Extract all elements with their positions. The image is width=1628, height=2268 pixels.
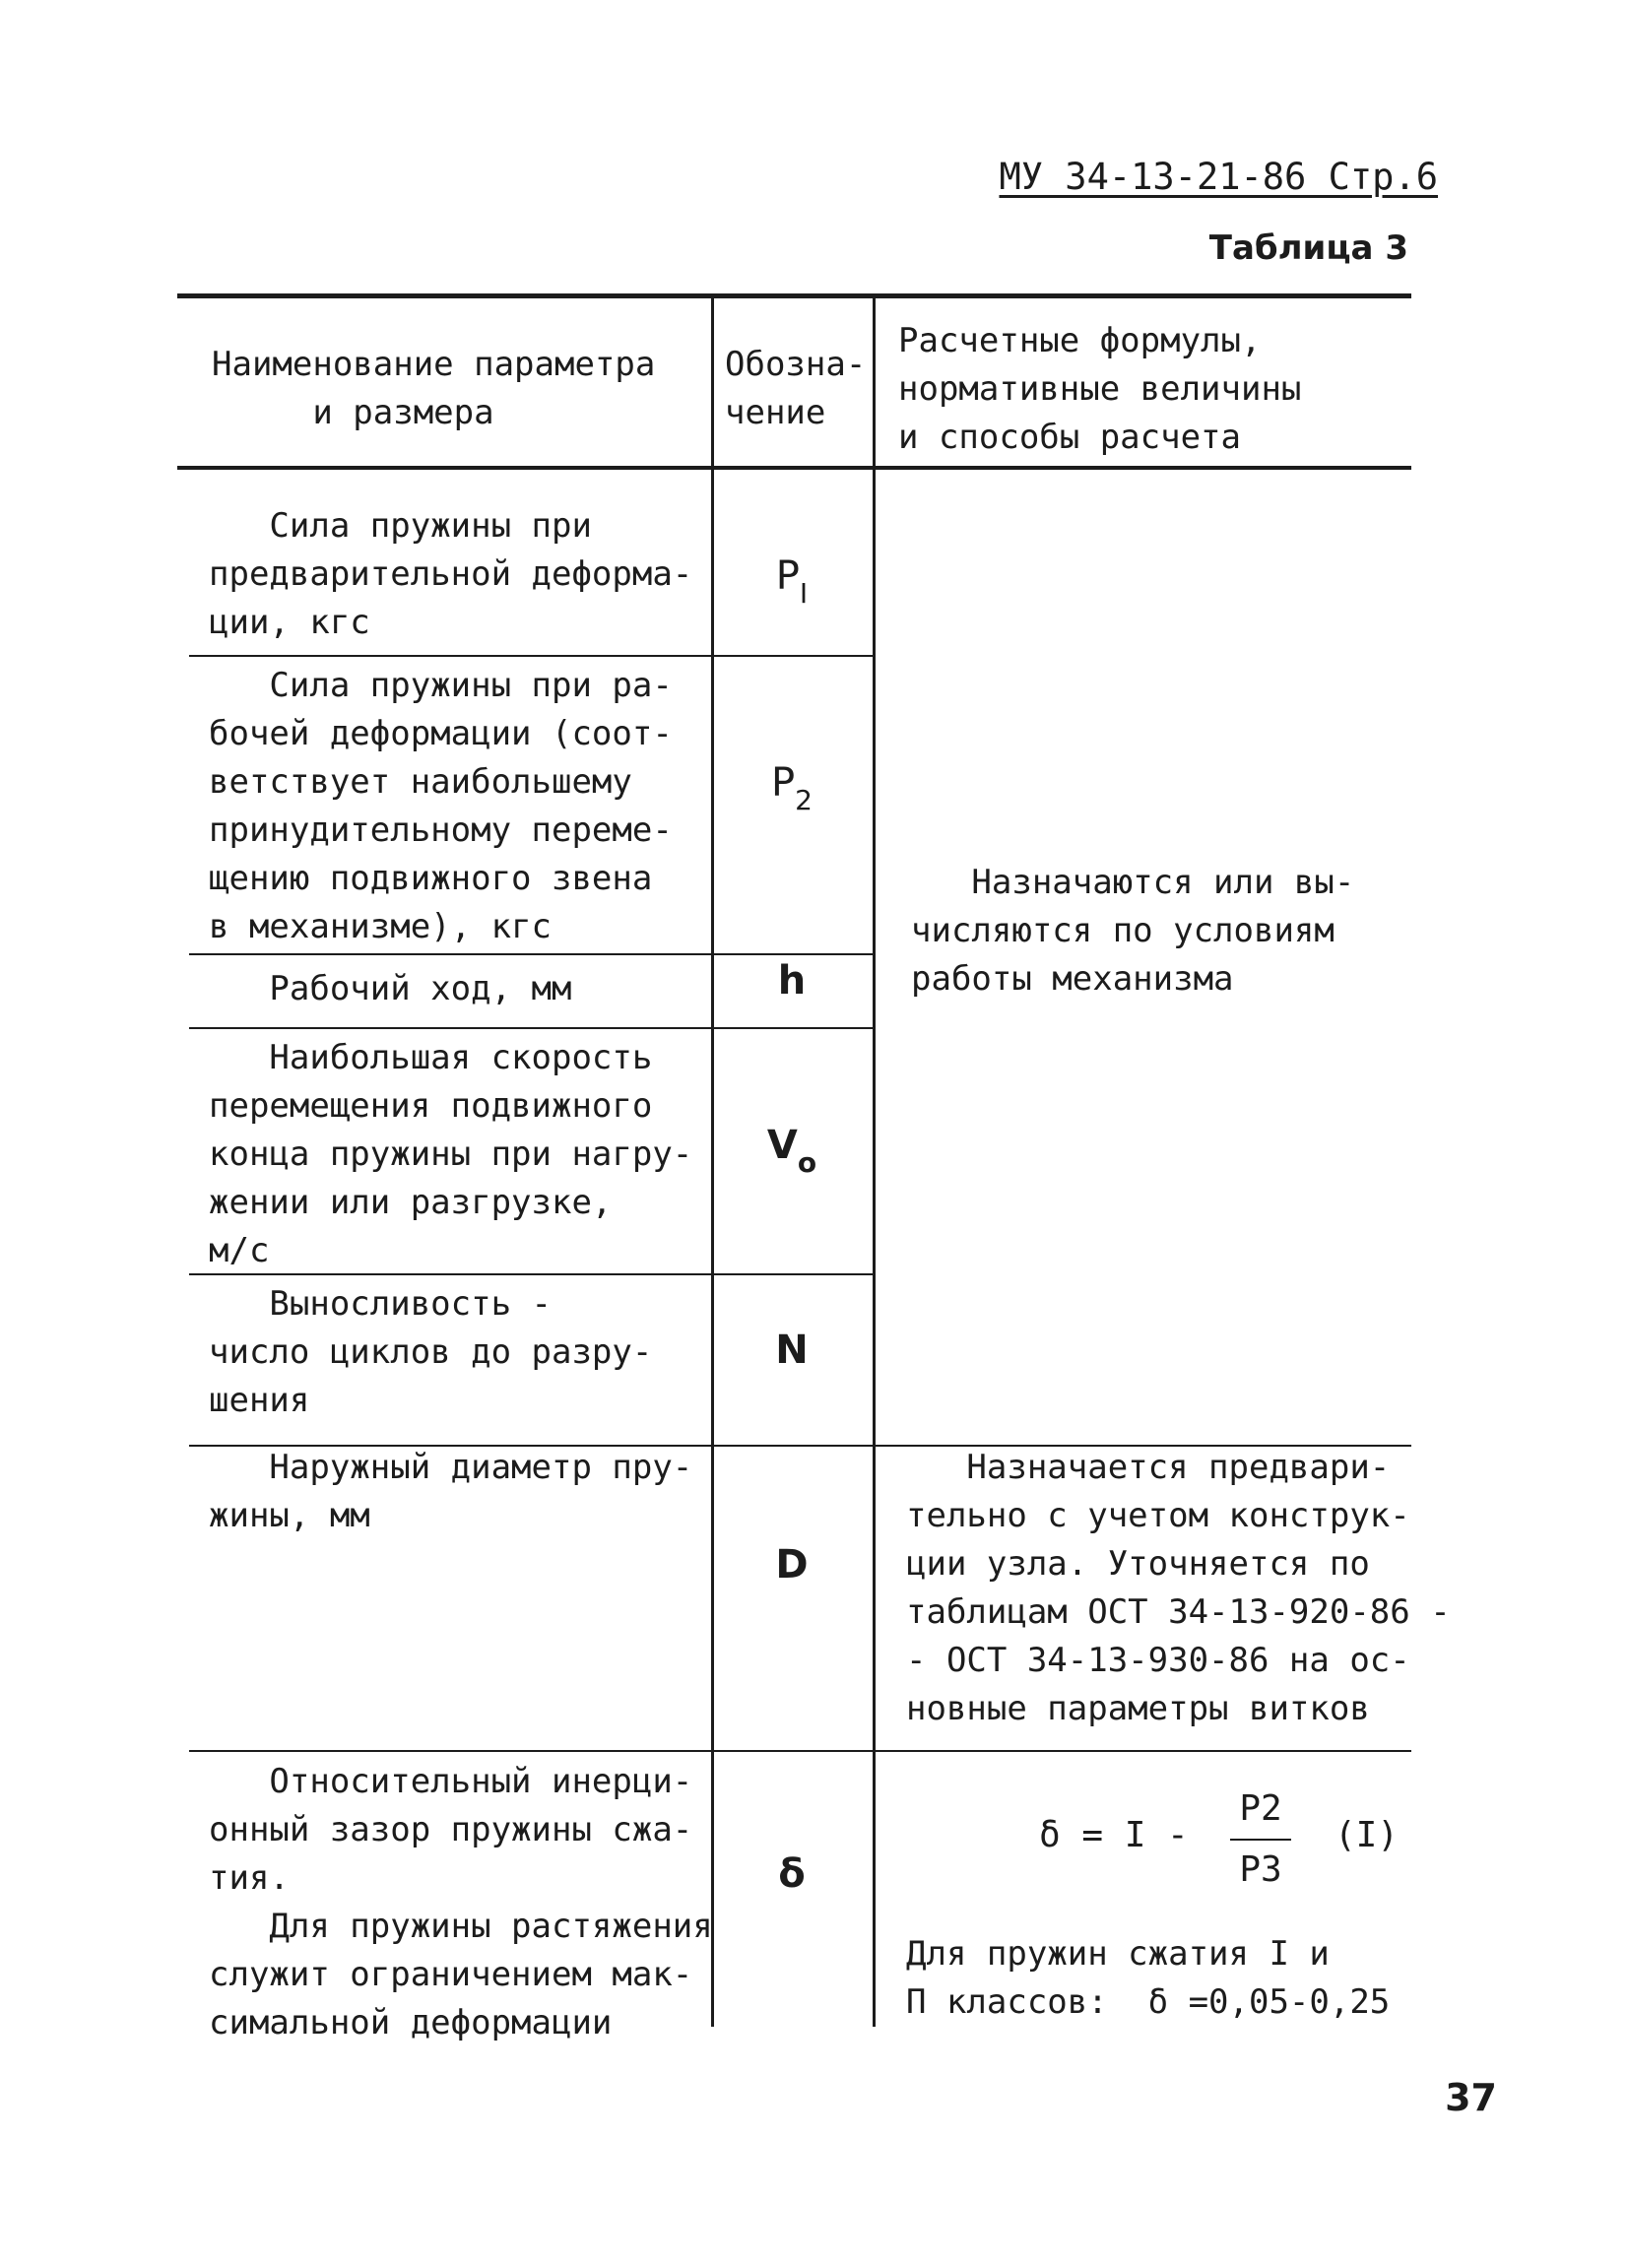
column-header-designation: Обозна- чение bbox=[725, 345, 867, 432]
symbol-p2-letter: P bbox=[771, 760, 796, 806]
param-max-speed: Наибольшая скорость перемещения подвижного конца пружины при нагру- жении или разгрузке, м/с bbox=[209, 1038, 693, 1270]
symbol-p2 bbox=[713, 760, 871, 816]
table-top-rule bbox=[177, 293, 1411, 298]
symbol-delta: δ bbox=[778, 1851, 806, 1897]
formula-row-6: Назначается предвари- тельно с учетом конструк- ции узла. Уточняется по таблицам ОСТ 34-13-920-86 - - ОСТ 34-13-930-86 на ос- новные параметры витков bbox=[906, 1448, 1451, 1728]
header-bottom-rule bbox=[177, 466, 1411, 470]
column-divider-2 bbox=[873, 293, 876, 2027]
symbol-n: N bbox=[775, 1328, 809, 1373]
symbol-v0 bbox=[713, 1123, 871, 1179]
formula-rows-1-5: Назначаются или вы- числяются по условиям работы механизма bbox=[911, 863, 1355, 999]
row-divider bbox=[189, 655, 876, 657]
param-outer-diameter: Наружный диаметр пру- жины, мм bbox=[209, 1448, 693, 1535]
formula-denominator: P3 bbox=[1239, 1849, 1282, 1890]
table-label: Таблица 3 bbox=[1208, 228, 1408, 268]
param-endurance: Выносливость - число циклов до разру- шения bbox=[209, 1284, 653, 1420]
param-working-force: Сила пружины при ра- бочей деформации (соот- ветствует наибольшему принудительному переме- щению подвижного звена в механизме), кгс bbox=[209, 666, 673, 946]
formula-number: (I) bbox=[1335, 1815, 1400, 1855]
symbol-h: h bbox=[777, 958, 807, 1004]
param-preliminary-force: Сила пружины при предварительной деформа- ции, кгс bbox=[209, 506, 693, 642]
row-divider bbox=[189, 1027, 876, 1029]
page-number: 37 bbox=[1445, 2076, 1497, 2119]
row-divider bbox=[189, 1750, 1411, 1752]
formula-numerator: P2 bbox=[1239, 1788, 1282, 1829]
symbol-p1-letter: P bbox=[775, 553, 800, 599]
formula-fraction bbox=[1226, 1787, 1295, 1892]
param-inertial-gap: Относительный инерци- онный зазор пружины сжа- тия. Для пружины растяжения служит ограничением мак- симальной деформации bbox=[209, 1762, 713, 2042]
symbol-p1-sub: I bbox=[799, 577, 809, 610]
formula-delta-left: δ = I - bbox=[1039, 1815, 1189, 1855]
column-header-param: Наименование параметра и размера bbox=[212, 345, 656, 432]
symbol-p1 bbox=[713, 553, 871, 610]
column-header-formulas: Расчетные формулы, нормативные величины и способы расчета bbox=[898, 321, 1302, 457]
row-divider bbox=[189, 953, 876, 955]
document-reference: МУ 34-13-21-86 Стр.6 bbox=[999, 156, 1438, 198]
symbol-d: D bbox=[775, 1542, 809, 1588]
symbol-p2-sub: 2 bbox=[795, 784, 813, 816]
fraction-bar bbox=[1230, 1839, 1291, 1841]
symbol-v0-letter: V bbox=[766, 1123, 798, 1168]
param-working-stroke: Рабочий ход, мм bbox=[209, 969, 572, 1008]
symbol-v0-sub: o bbox=[797, 1146, 817, 1179]
formula-row-7-note: Для пружин сжатия I и П классов: δ =0,05-0,25 bbox=[906, 1934, 1391, 2022]
